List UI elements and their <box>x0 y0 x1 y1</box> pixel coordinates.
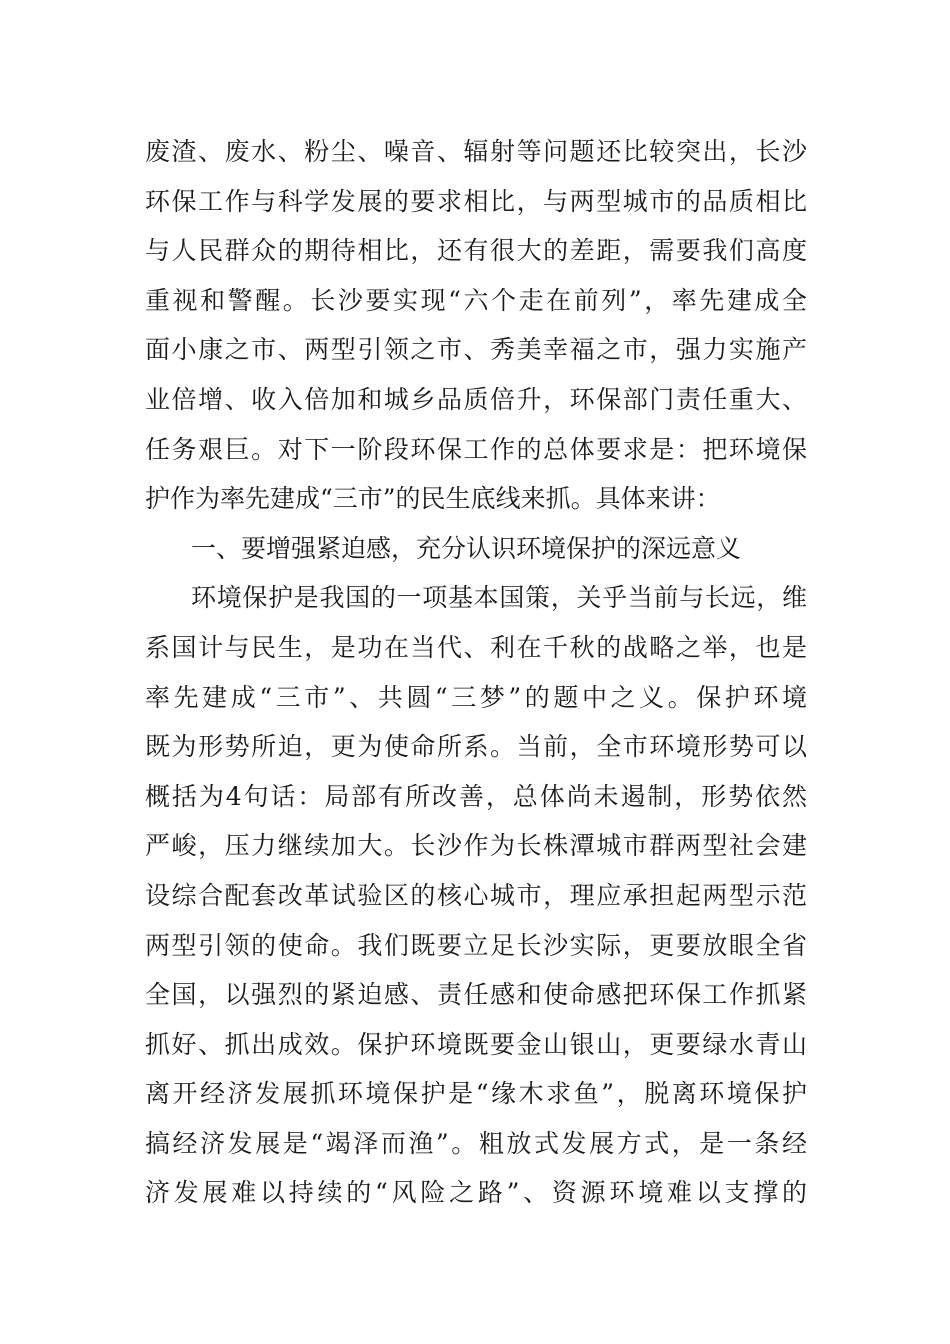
text-line: 设综合配套改革试验区的核心城市，理应承担起两型示范 <box>145 880 807 910</box>
text-line: 重视和警醒。长沙要实现“六个走在前列”，率先建成全 <box>145 285 807 315</box>
text-line: 概括为4句话：局部有所改善，总体尚未遏制，形势依然 <box>145 781 807 811</box>
text-line: 环保工作与科学发展的要求相比，与两型城市的品质相比 <box>145 186 807 216</box>
text-line: 严峻，压力继续加大。长沙作为长株潭城市群两型社会建 <box>145 831 807 861</box>
section-heading: 一、要增强紧迫感，充分认识环境保护的深远意义 <box>191 533 742 563</box>
text-line: 既为形势所迫，更为使命所系。当前，全市环境形势可以 <box>145 732 807 762</box>
text-line: 面小康之市、两型引领之市、秀美幸福之市，强力实施产 <box>145 335 807 365</box>
text-line: 业倍增、收入倍加和城乡品质倍升，环保部门责任重大、 <box>145 384 807 414</box>
text-line: 环境保护是我国的一项基本国策，关乎当前与长远，维 <box>191 583 807 613</box>
text-line: 护作为率先建成“三市”的民生底线来抓。具体来讲： <box>145 484 721 514</box>
text-line: 系国计与民生，是功在当代、利在千秋的战略之举，也是 <box>145 632 807 662</box>
text-line: 抓好、抓出成效。保护环境既要金山银山，更要绿水青山 <box>145 1029 807 1059</box>
text-line: 率先建成“三市”、共圆“三梦”的题中之义。保护环境 <box>145 682 807 712</box>
text-line: 废渣、废水、粉尘、噪音、辐射等问题还比较突出，长沙 <box>145 137 807 166</box>
text-line: 离开经济发展抓环境保护是“缘木求鱼”，脱离环境保护 <box>145 1079 807 1109</box>
text-line: 任务艰巨。对下一阶段环保工作的总体要求是：把环境保 <box>145 434 807 464</box>
text-line: 全国，以强烈的紧迫感、责任感和使命感把环保工作抓紧 <box>145 980 807 1010</box>
text-line: 济发展难以持续的“风险之路”、资源环境难以支撑的 <box>145 1178 807 1208</box>
text-line: 搞经济发展是“竭泽而渔”。粗放式发展方式，是一条经 <box>145 1128 807 1158</box>
body-text <box>145 127 807 1218</box>
text-line: 两型引领的使命。我们既要立足长沙实际，更要放眼全省 <box>145 930 807 960</box>
text-line: 与人民群众的期待相比，还有很大的差距，需要我们高度 <box>145 236 807 266</box>
